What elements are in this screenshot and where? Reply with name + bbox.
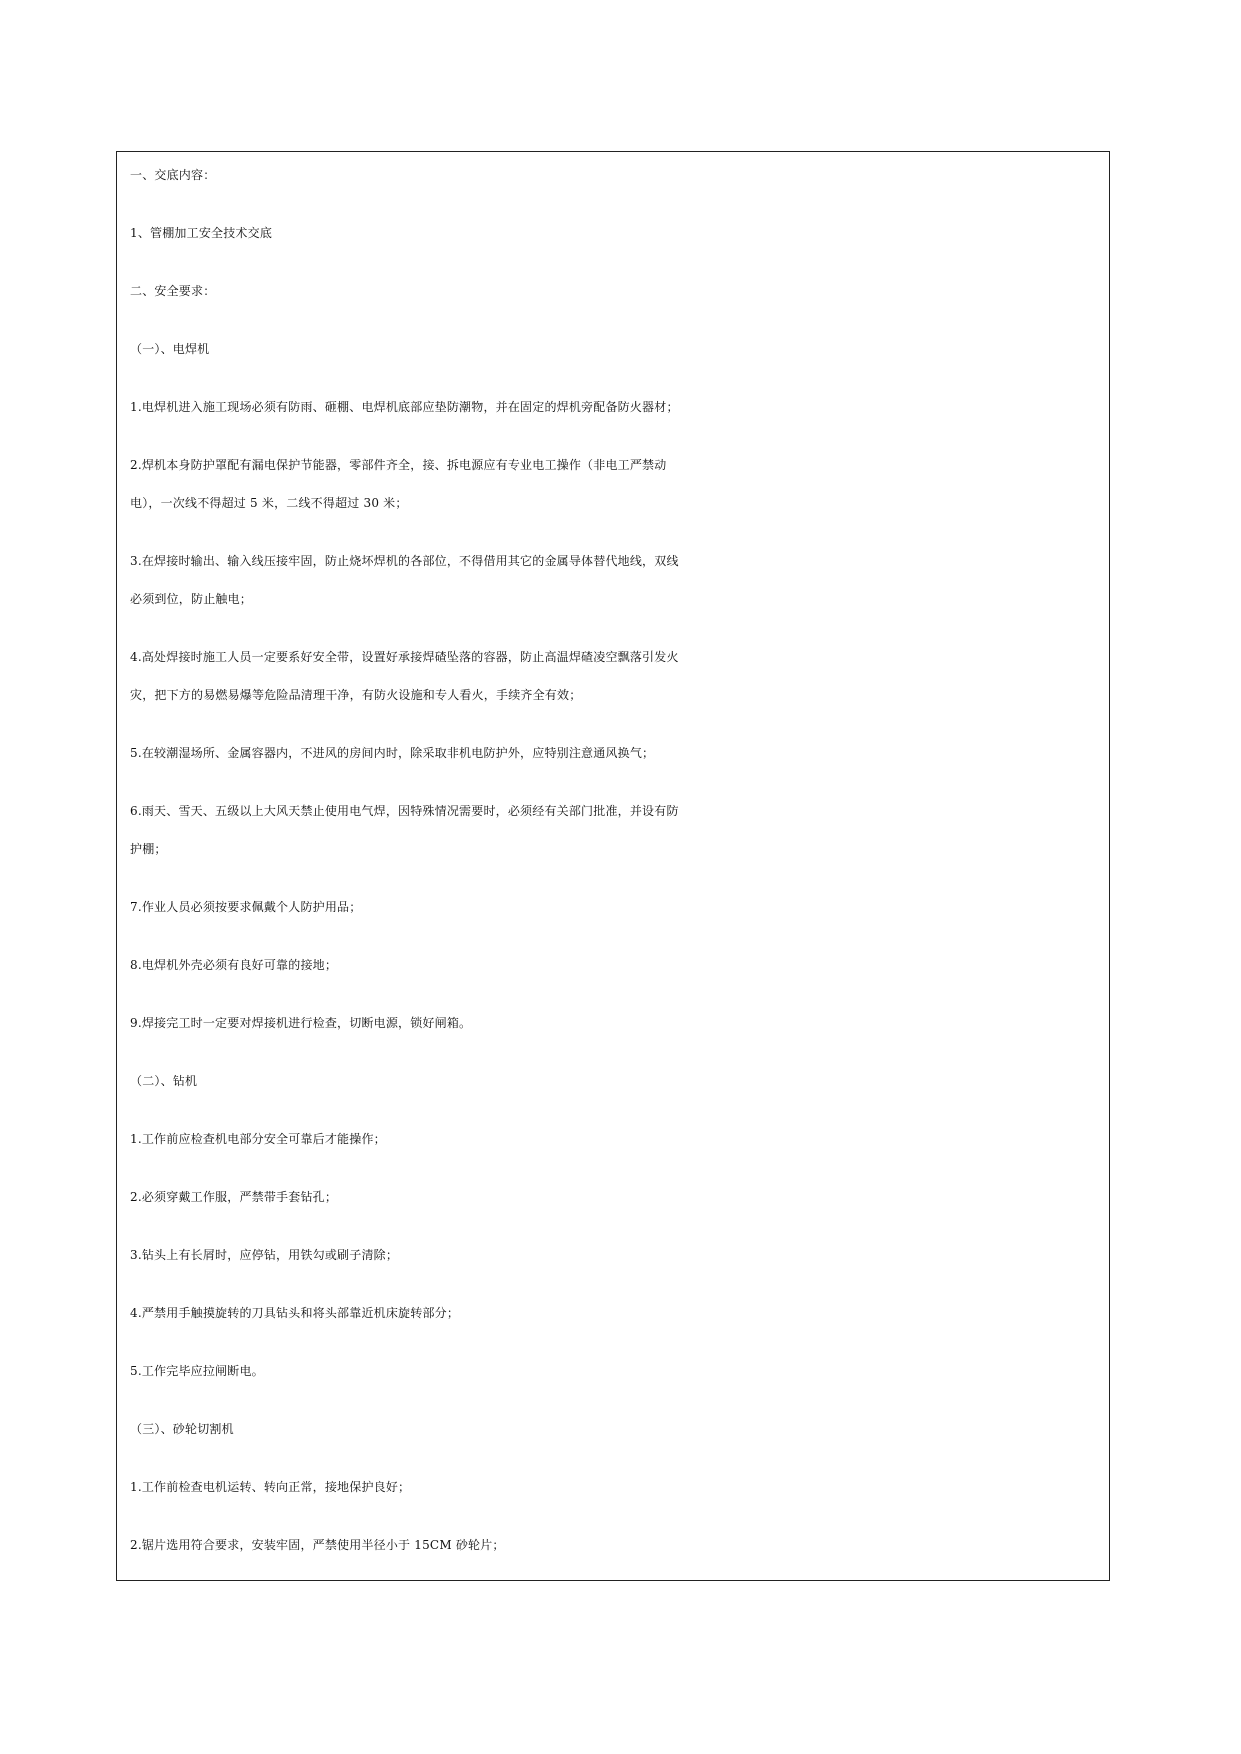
requirement-item: 1.工作前检查电机运转、转向正常，接地保护良好； <box>130 1480 411 1494</box>
requirement-item: 5.在较潮湿场所、金属容器内，不进风的房间内时，除采取非机电防护外，应特别注意通风换气； <box>130 746 655 760</box>
subsection-heading: （一）、电焊机 <box>130 342 210 356</box>
requirement-item: 6.雨天、雪天、五级以上大风天禁止使用电气焊，因特殊情况需要时，必须经有关部门批准，并设有防 <box>130 804 679 818</box>
requirement-item: 3.钻头上有长屑时，应停钻，用铁勾或刷子清除； <box>130 1248 399 1262</box>
requirement-item: 1.工作前应检查机电部分安全可靠后才能操作； <box>130 1132 386 1146</box>
requirement-item: 4.高处焊接时施工人员一定要系好安全带，设置好承接焊碴坠落的容器，防止高温焊碴凌空飘落引发火 <box>130 650 679 664</box>
requirement-item: 3.在焊接时输出、输入线压接牢固，防止烧坏焊机的各部位，不得借用其它的金属导体替代地线，双线 <box>130 554 679 568</box>
requirement-item: 2.必须穿戴工作服，严禁带手套钻孔； <box>130 1190 338 1204</box>
requirement-item: 1.电焊机进入施工现场必须有防雨、砸棚、电焊机底部应垫防潮物，并在固定的焊机旁配备防火器材； <box>130 400 679 414</box>
requirement-item: 9.焊接完工时一定要对焊接机进行检查，切断电源，锁好闸箱。 <box>130 1016 472 1030</box>
requirement-item-continued: 灾，把下方的易燃易爆等危险品清理干净，有防火设施和专人看火，手续齐全有效； <box>130 688 582 702</box>
disclosure-item: 1、管棚加工安全技术交底 <box>130 226 273 240</box>
requirement-item: 2.锯片选用符合要求，安装牢固，严禁使用半径小于 15CM 砂轮片； <box>130 1538 505 1552</box>
requirement-item: 2.焊机本身防护罩配有漏电保护节能器，零部件齐全，接、拆电源应有专业电工操作（非电工严禁动 <box>130 458 667 472</box>
requirement-item: 4.严禁用手触摸旋转的刀具钻头和将头部靠近机床旋转部分； <box>130 1306 460 1320</box>
section-heading: 一、交底内容： <box>130 168 216 182</box>
requirement-item-continued: 必须到位，防止触电； <box>130 592 253 606</box>
requirement-item-continued: 护棚； <box>130 842 167 856</box>
section-heading: 二、安全要求： <box>130 284 216 298</box>
requirement-item: 5.工作完毕应拉闸断电。 <box>130 1364 264 1378</box>
subsection-heading: （二）、钻机 <box>130 1074 198 1088</box>
document-body <box>130 156 1102 1564</box>
subsection-heading: （三）、砂轮切割机 <box>130 1422 234 1436</box>
requirement-item: 7.作业人员必须按要求佩戴个人防护用品； <box>130 900 362 914</box>
requirement-item-continued: 电），一次线不得超过 5 米，二线不得超过 30 米； <box>130 496 408 510</box>
requirement-item: 8.电焊机外壳必须有良好可靠的接地； <box>130 958 338 972</box>
